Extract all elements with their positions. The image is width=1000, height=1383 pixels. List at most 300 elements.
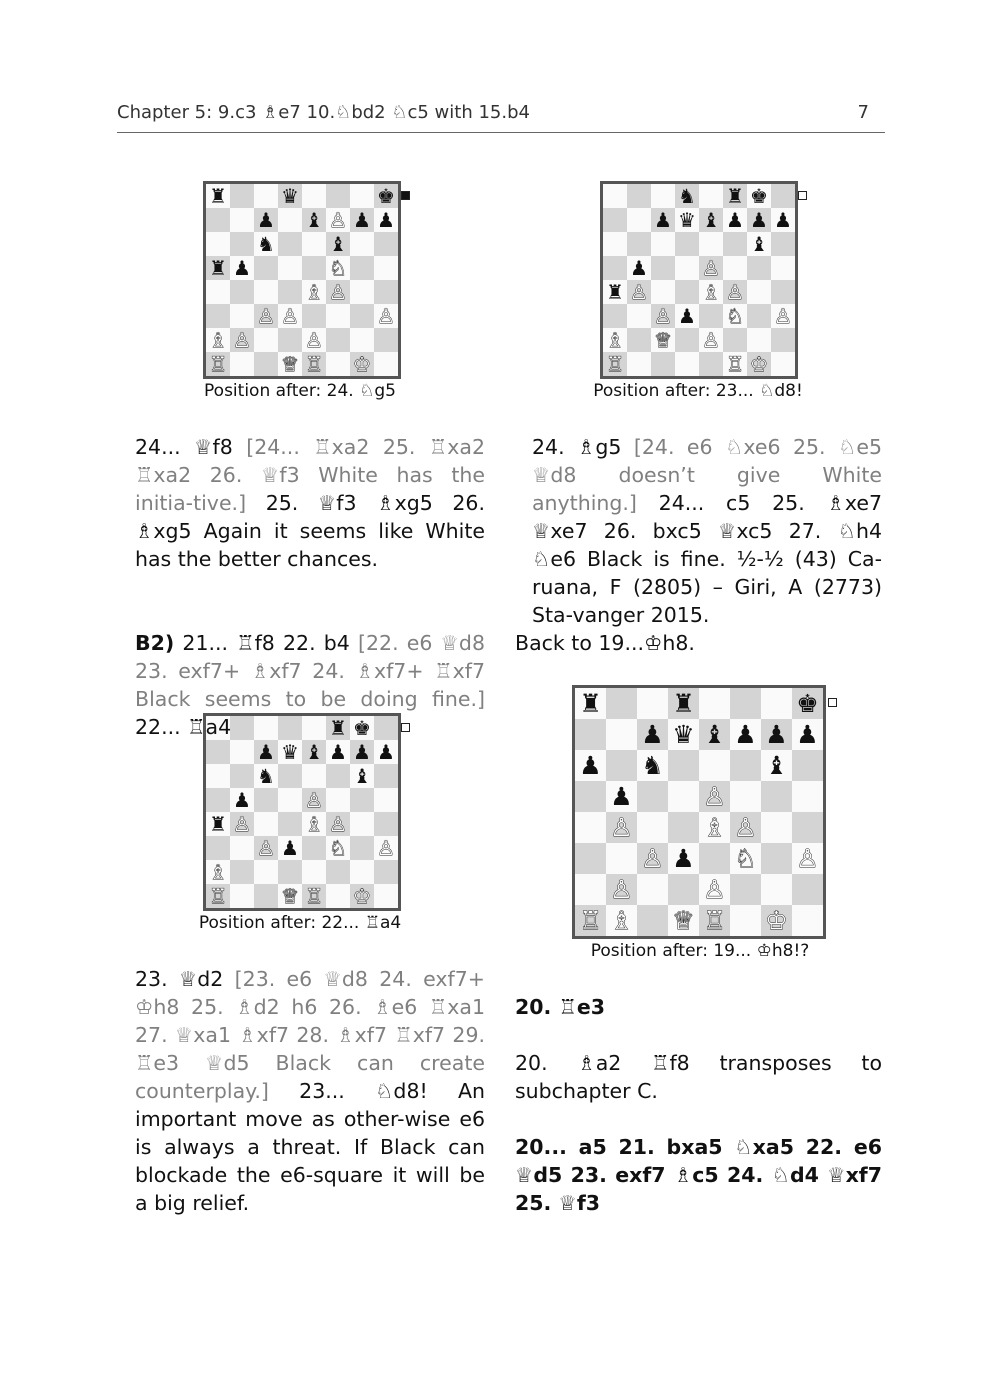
board-square — [606, 874, 637, 905]
board-square — [326, 184, 350, 208]
board-square — [206, 280, 230, 304]
board-square — [792, 688, 823, 719]
black-knight-icon: ♞ — [678, 184, 696, 208]
board-square — [627, 208, 651, 232]
white-rook-icon: ♖ — [703, 906, 726, 935]
board-square — [761, 905, 792, 936]
black-rook-icon: ♜ — [579, 689, 602, 718]
board-square — [278, 280, 302, 304]
page-number: 7 — [857, 102, 869, 123]
chess-diagram — [572, 685, 826, 939]
board-square — [651, 256, 675, 280]
board-square — [675, 184, 699, 208]
board-square — [699, 688, 730, 719]
white-rook-icon: ♖ — [305, 884, 323, 908]
board-square — [230, 232, 254, 256]
main-move — [515, 993, 882, 1021]
white-king-icon: ♔ — [353, 884, 371, 908]
black-bishop-icon: ♝ — [765, 751, 788, 780]
board-square — [747, 328, 771, 352]
diagram-caption: Position after: 23... ♘d8! — [593, 381, 803, 401]
white-bishop-icon: ♗ — [209, 328, 227, 352]
board-square — [575, 843, 606, 874]
move-text: 20. ♗a2 ♖f8 transposes to subchapter C. — [515, 1051, 882, 1103]
board-square — [206, 764, 230, 788]
board-square — [603, 280, 627, 304]
board-square — [326, 812, 350, 836]
white-pawn-icon: ♙ — [377, 836, 395, 860]
white-pawn-icon: ♙ — [734, 813, 757, 842]
board-square — [675, 304, 699, 328]
board-square — [723, 304, 747, 328]
board-square — [230, 860, 254, 884]
board-square — [230, 788, 254, 812]
board-square — [302, 812, 326, 836]
board-square — [699, 280, 723, 304]
board-square — [374, 788, 398, 812]
move-annotation — [135, 965, 485, 1217]
black-queen-icon: ♛ — [672, 720, 695, 749]
black-pawn-icon: ♟ — [774, 208, 792, 232]
board-square — [350, 352, 374, 376]
black-pawn-icon: ♟ — [233, 256, 251, 280]
board-square — [606, 750, 637, 781]
board-square — [254, 836, 278, 860]
black-rook-icon: ♜ — [726, 184, 744, 208]
black-king-icon: ♚ — [796, 689, 819, 718]
board-square — [206, 884, 230, 908]
board-square — [606, 781, 637, 812]
board-square — [374, 352, 398, 376]
black-queen-icon: ♛ — [281, 184, 299, 208]
white-king-icon: ♔ — [765, 906, 788, 935]
white-queen-icon: ♕ — [281, 884, 299, 908]
board-square — [350, 836, 374, 860]
move-text: 23. ♕d2 — [135, 967, 235, 991]
board-square — [230, 328, 254, 352]
board-square — [699, 843, 730, 874]
board-square — [637, 719, 668, 750]
board-square — [206, 740, 230, 764]
board-square — [603, 256, 627, 280]
board-square — [254, 740, 278, 764]
board-square — [730, 905, 761, 936]
white-bishop-icon: ♗ — [703, 813, 726, 842]
board-square — [254, 812, 278, 836]
board-square — [761, 874, 792, 905]
black-pawn-icon: ♟ — [233, 788, 251, 812]
chess-diagram — [600, 181, 798, 379]
board-square — [350, 764, 374, 788]
black-king-icon: ♚ — [750, 184, 768, 208]
board-square — [302, 232, 326, 256]
board-square — [326, 860, 350, 884]
board-square — [230, 812, 254, 836]
move-text: 24. ♗g5 — [532, 435, 634, 459]
black-bishop-icon: ♝ — [703, 720, 726, 749]
board-square — [302, 304, 326, 328]
board-square — [747, 352, 771, 376]
board-square — [302, 884, 326, 908]
bold-move-text: 20... a5 21. bxa5 ♘xa5 22. e6 ♕d5 23. exf7 ♗c5 24. ♘d4 ♕xf7 25. ♕f3 — [515, 1135, 882, 1215]
board-square — [747, 232, 771, 256]
board-square — [575, 905, 606, 936]
white-pawn-icon: ♙ — [630, 280, 648, 304]
board-square — [254, 884, 278, 908]
board-square — [374, 256, 398, 280]
white-pawn-icon: ♙ — [305, 328, 323, 352]
board-square — [374, 764, 398, 788]
bold-move-text: B2) — [135, 631, 175, 655]
board-square — [326, 256, 350, 280]
board-square — [699, 719, 730, 750]
board-square — [627, 256, 651, 280]
board-square — [206, 836, 230, 860]
board-square — [637, 874, 668, 905]
board-square — [730, 781, 761, 812]
move-text: 22... ♖a4 — [135, 715, 232, 739]
board-square — [254, 280, 278, 304]
board-square — [723, 184, 747, 208]
black-pawn-icon: ♟ — [630, 256, 648, 280]
board-square — [675, 328, 699, 352]
board-square — [723, 280, 747, 304]
black-bishop-icon: ♝ — [353, 764, 371, 788]
board-square — [606, 905, 637, 936]
black-rook-icon: ♜ — [209, 812, 227, 836]
move-annotation — [135, 433, 485, 573]
board-square — [230, 740, 254, 764]
white-rook-icon: ♖ — [606, 352, 624, 376]
board-square — [792, 750, 823, 781]
board-square — [302, 740, 326, 764]
board-square — [278, 836, 302, 860]
board-square — [761, 750, 792, 781]
white-bishop-icon: ♗ — [606, 328, 624, 352]
board-square — [771, 232, 795, 256]
board-square — [278, 208, 302, 232]
board-square — [206, 812, 230, 836]
white-pawn-icon: ♙ — [233, 328, 251, 352]
board-square — [302, 280, 326, 304]
white-rook-icon: ♖ — [209, 352, 227, 376]
white-bishop-icon: ♗ — [305, 812, 323, 836]
black-pawn-icon: ♟ — [257, 208, 275, 232]
board-square — [254, 208, 278, 232]
board-square — [374, 280, 398, 304]
board-square — [651, 304, 675, 328]
board-square — [606, 719, 637, 750]
board-square — [668, 719, 699, 750]
board-square — [699, 184, 723, 208]
board-square — [627, 184, 651, 208]
board-square — [730, 843, 761, 874]
white-rook-icon: ♖ — [209, 884, 227, 908]
white-pawn-icon: ♙ — [703, 875, 726, 904]
board-square — [230, 256, 254, 280]
board-square — [254, 256, 278, 280]
white-pawn-icon: ♙ — [281, 304, 299, 328]
board-square — [575, 719, 606, 750]
board-square — [761, 812, 792, 843]
board-square — [627, 328, 651, 352]
board-square — [723, 352, 747, 376]
white-pawn-icon: ♙ — [610, 813, 633, 842]
black-pawn-icon: ♟ — [329, 740, 347, 764]
board-square — [326, 232, 350, 256]
black-pawn-icon: ♟ — [377, 208, 395, 232]
white-pawn-icon: ♙ — [257, 304, 275, 328]
black-rook-icon: ♜ — [672, 689, 695, 718]
board-square — [699, 874, 730, 905]
board-square — [699, 232, 723, 256]
board-square — [675, 352, 699, 376]
board-square — [761, 843, 792, 874]
board-square — [771, 328, 795, 352]
main-line — [515, 1133, 882, 1217]
board-square — [206, 184, 230, 208]
board-square — [699, 812, 730, 843]
board-square — [637, 750, 668, 781]
board-square — [206, 352, 230, 376]
board-square — [350, 256, 374, 280]
page-header — [117, 100, 885, 133]
board-square — [651, 280, 675, 304]
board-square — [254, 184, 278, 208]
board-square — [254, 352, 278, 376]
board-square — [699, 256, 723, 280]
board-square — [627, 232, 651, 256]
board-square — [723, 208, 747, 232]
board-square — [230, 208, 254, 232]
board-square — [792, 719, 823, 750]
board-square — [651, 352, 675, 376]
move-text: Back to 19...♔h8. — [515, 631, 695, 655]
board-square — [651, 208, 675, 232]
board-square — [350, 884, 374, 908]
board-square — [374, 304, 398, 328]
board-square — [723, 232, 747, 256]
board-square — [350, 328, 374, 352]
board-square — [206, 232, 230, 256]
board-square — [675, 280, 699, 304]
board-square — [792, 843, 823, 874]
black-pawn-icon: ♟ — [377, 740, 395, 764]
move-text: 24... c5 25. ♗xe7 ♕xe7 26. bxc5 ♕xc5 27. ♘h4 ♘e6 Black is fine. ½-½ (43) Ca-ruana, F (2805) – Giri, A (2773) Sta-vanger 2015. — [532, 491, 882, 627]
board-square — [374, 328, 398, 352]
board-square — [230, 184, 254, 208]
diagram-caption: Position after: 22... ♖a4 — [198, 913, 402, 933]
board-square — [374, 860, 398, 884]
board-square — [302, 208, 326, 232]
variation-text: [22. e6 ♕d8 23. exf7+ ♗xf7 24. ♗xf7+ ♖xf7 Black seems to be doing fine.] — [135, 631, 485, 711]
board-square — [350, 232, 374, 256]
board-square — [651, 184, 675, 208]
board-square — [575, 812, 606, 843]
board-square — [278, 860, 302, 884]
white-pawn-icon: ♙ — [329, 280, 347, 304]
board-square — [730, 874, 761, 905]
board-square — [771, 208, 795, 232]
board-square — [675, 256, 699, 280]
board-square — [747, 256, 771, 280]
board-square — [792, 781, 823, 812]
white-king-icon: ♔ — [750, 352, 768, 376]
white-pawn-icon: ♙ — [703, 782, 726, 811]
board-square — [326, 352, 350, 376]
white-pawn-icon: ♙ — [377, 304, 395, 328]
board-square — [302, 860, 326, 884]
board-square — [374, 208, 398, 232]
board-square — [606, 843, 637, 874]
board-square — [278, 184, 302, 208]
board-square — [699, 352, 723, 376]
bold-move-text: 20. ♖e3 — [515, 995, 605, 1019]
board-square — [723, 256, 747, 280]
black-pawn-icon: ♟ — [726, 208, 744, 232]
board-square — [651, 328, 675, 352]
board-square — [302, 764, 326, 788]
black-pawn-icon: ♟ — [281, 836, 299, 860]
board-square — [668, 843, 699, 874]
board-square — [326, 328, 350, 352]
black-bishop-icon: ♝ — [750, 232, 768, 256]
board-square — [326, 208, 350, 232]
board-square — [668, 905, 699, 936]
board-square — [278, 352, 302, 376]
board-square — [350, 860, 374, 884]
board-square — [302, 836, 326, 860]
white-rook-icon: ♖ — [579, 906, 602, 935]
board-square — [302, 352, 326, 376]
black-queen-icon: ♛ — [281, 740, 299, 764]
white-pawn-icon: ♙ — [726, 280, 744, 304]
board-square — [374, 232, 398, 256]
board-square — [603, 304, 627, 328]
white-bishop-icon: ♗ — [702, 280, 720, 304]
board-square — [637, 688, 668, 719]
board-square — [699, 781, 730, 812]
variation-heading — [135, 629, 485, 741]
board-square — [747, 280, 771, 304]
black-pawn-icon: ♟ — [734, 720, 757, 749]
board-square — [699, 304, 723, 328]
board-square — [374, 184, 398, 208]
board-square — [206, 256, 230, 280]
board-square — [575, 750, 606, 781]
board-square — [374, 740, 398, 764]
board-square — [606, 812, 637, 843]
white-pawn-icon: ♙ — [796, 844, 819, 873]
board-square — [278, 232, 302, 256]
black-rook-icon: ♜ — [329, 716, 347, 740]
board-square — [278, 812, 302, 836]
white-bishop-icon: ♗ — [305, 280, 323, 304]
black-bishop-icon: ♝ — [305, 740, 323, 764]
board-square — [747, 304, 771, 328]
chess-diagram — [203, 181, 401, 379]
white-pawn-icon: ♙ — [774, 304, 792, 328]
diagram-caption: Position after: 24. ♘g5 — [204, 381, 396, 401]
black-pawn-icon: ♟ — [654, 208, 672, 232]
black-rook-icon: ♜ — [606, 280, 624, 304]
black-pawn-icon: ♟ — [610, 782, 633, 811]
black-pawn-icon: ♟ — [257, 740, 275, 764]
white-bishop-icon: ♗ — [209, 860, 227, 884]
move-text: f8 — [212, 435, 247, 459]
board-square — [278, 256, 302, 280]
black-bishop-icon: ♝ — [702, 208, 720, 232]
board-square — [771, 256, 795, 280]
board-square — [254, 304, 278, 328]
board-square — [206, 860, 230, 884]
board-square — [350, 304, 374, 328]
board-square — [603, 208, 627, 232]
white-rook-icon: ♖ — [305, 352, 323, 376]
board-square — [668, 874, 699, 905]
board-square — [761, 719, 792, 750]
board-square — [230, 304, 254, 328]
chess-diagram — [203, 713, 401, 911]
black-rook-icon: ♜ — [209, 256, 227, 280]
variation-text: [23. e6 ♕d8 24. exf7+ ♔h8 25. ♗d2 h6 26. ♗e6 ♖xa1 27. ♕xa1 ♗xf7 28. ♗xf7 ♖xf7 29. ♖e3 ♕d5 Black can create counterplay.] — [135, 967, 485, 1103]
move-text: ♕ — [194, 435, 213, 459]
board-square — [254, 232, 278, 256]
board-square — [668, 688, 699, 719]
white-knight-icon: ♘ — [734, 844, 757, 873]
board-square — [206, 788, 230, 812]
board-square — [230, 836, 254, 860]
board-square — [730, 688, 761, 719]
turn-indicator — [828, 698, 837, 707]
board-square — [637, 781, 668, 812]
board-square — [761, 688, 792, 719]
board-square — [278, 304, 302, 328]
board-square — [668, 781, 699, 812]
white-pawn-icon: ♙ — [702, 328, 720, 352]
white-rook-icon: ♖ — [726, 352, 744, 376]
black-bishop-icon: ♝ — [305, 208, 323, 232]
black-pawn-icon: ♟ — [796, 720, 819, 749]
board-square — [603, 232, 627, 256]
board-square — [675, 208, 699, 232]
white-pawn-icon: ♙ — [702, 256, 720, 280]
black-pawn-icon: ♟ — [765, 720, 788, 749]
board-square — [675, 232, 699, 256]
board-square — [603, 352, 627, 376]
white-pawn-icon: ♙ — [233, 812, 251, 836]
white-pawn-icon: ♙ — [610, 875, 633, 904]
board-square — [302, 328, 326, 352]
board-square — [771, 280, 795, 304]
board-square — [575, 874, 606, 905]
white-pawn-icon: ♙ — [329, 812, 347, 836]
white-pawn-icon: ♙ — [329, 208, 347, 232]
board-square — [230, 764, 254, 788]
board-square — [254, 860, 278, 884]
white-queen-icon: ♕ — [654, 328, 672, 352]
board-square — [699, 750, 730, 781]
variation-text: [24... ♖xa2 25. ♖xa2 ♖xa2 26. ♕f3 White has the initia-tive.] — [135, 435, 486, 515]
board-square — [747, 208, 771, 232]
board-square — [374, 884, 398, 908]
black-pawn-icon: ♟ — [641, 720, 664, 749]
board-square — [699, 905, 730, 936]
black-pawn-icon: ♟ — [353, 740, 371, 764]
board-square — [637, 812, 668, 843]
board-square — [230, 884, 254, 908]
board-square — [326, 304, 350, 328]
